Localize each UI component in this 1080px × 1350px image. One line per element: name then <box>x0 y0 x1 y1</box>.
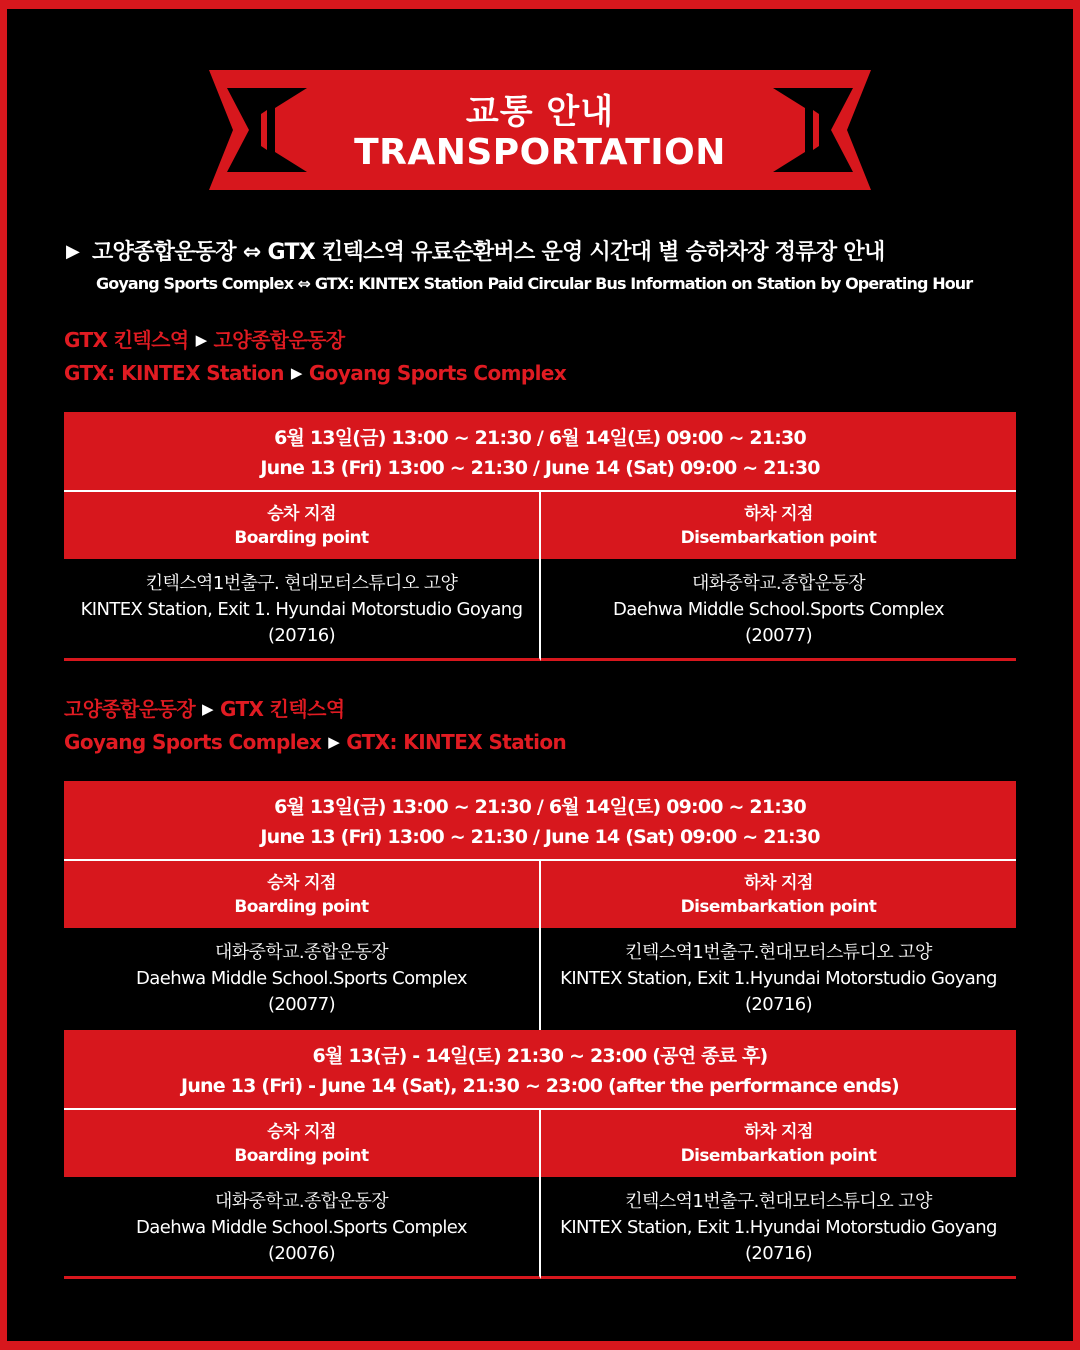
stop-name-en: KINTEX Station, Exit 1.Hyundai Motorstudio Goyang <box>560 1217 997 1238</box>
disembark-label-ko: 하차 지점 <box>744 504 813 524</box>
disembark-header <box>541 861 1016 928</box>
boarding-label-en: Boarding point <box>234 1146 369 1166</box>
time-english: June 13 (Fri) 13:00 ~ 21:30 / June 14 (Sat) 09:00 ~ 21:30 <box>260 826 820 848</box>
disembark-header <box>541 1110 1016 1177</box>
stop-name-en: Daehwa Middle School.Sports Complex <box>613 599 944 620</box>
time-header <box>64 781 1016 861</box>
route-1-korean <box>64 324 345 353</box>
arrow-right-icon: ▶ <box>202 700 213 718</box>
route-to: Goyang Sports Complex <box>308 361 567 385</box>
stop-code: (20716) <box>744 1243 813 1264</box>
boarding-label-ko: 승차 지점 <box>267 873 336 893</box>
route-2-korean <box>64 693 345 722</box>
arrow-right-icon: ▶ <box>290 364 302 382</box>
stop-code: (20716) <box>744 994 813 1015</box>
disembark-cell <box>541 559 1016 661</box>
boarding-header <box>64 1110 541 1177</box>
stop-code: (20077) <box>744 625 813 646</box>
disembark-label-en: Disembarkation point <box>680 1146 877 1166</box>
stop-code: (20716) <box>267 625 336 646</box>
boarding-cell <box>64 559 541 661</box>
stop-name-ko: 킨텍스역1번출구.현대모터스튜디오 고양 <box>625 942 932 963</box>
play-triangle-icon: ▶ <box>66 241 80 262</box>
stop-name-ko: 대화중학교.종합운동장 <box>214 1191 388 1212</box>
schedule-table-3 <box>64 1030 1016 1279</box>
intro-heading-english: Goyang Sports Complex ⇔ GTX: KINTEX Station Paid Circular Bus Information on Station by Operating Hour <box>96 274 973 293</box>
stop-name-en: KINTEX Station, Exit 1. Hyundai Motorstudio Goyang <box>80 599 523 620</box>
stop-code: (20076) <box>267 1243 336 1264</box>
route-from: GTX: KINTEX Station <box>64 361 284 385</box>
title-banner <box>209 70 871 190</box>
boarding-label-ko: 승차 지점 <box>267 504 336 524</box>
disembark-label-ko: 하차 지점 <box>744 1122 813 1142</box>
time-header <box>64 1030 1016 1110</box>
route-to: 고양종합운동장 <box>213 328 345 352</box>
schedule-table-1 <box>64 412 1016 661</box>
time-korean: 6월 13일(금) 13:00 ~ 21:30 / 6월 14일(토) 09:00 ~ 21:30 <box>274 796 806 818</box>
stop-name-en: Daehwa Middle School.Sports Complex <box>136 968 467 989</box>
stop-name-ko: 대화중학교.종합운동장 <box>691 573 865 594</box>
route-2-english <box>64 730 566 754</box>
schedule-table-2 <box>64 781 1016 1030</box>
stop-name-en: Daehwa Middle School.Sports Complex <box>136 1217 467 1238</box>
disembark-cell <box>541 928 1016 1030</box>
disembark-cell <box>541 1177 1016 1279</box>
route-1-english <box>64 361 566 385</box>
disembark-label-ko: 하차 지점 <box>744 873 813 893</box>
banner-title-korean: 교통 안내 <box>465 92 615 132</box>
banner-title-english: TRANSPORTATION <box>354 132 726 173</box>
stop-code: (20077) <box>267 994 336 1015</box>
stop-name-en: KINTEX Station, Exit 1.Hyundai Motorstudio Goyang <box>560 968 997 989</box>
boarding-label-en: Boarding point <box>234 528 369 548</box>
boarding-header <box>64 861 541 928</box>
route-from: Goyang Sports Complex <box>64 730 322 754</box>
disembark-label-en: Disembarkation point <box>680 528 877 548</box>
intro-heading-korean <box>66 235 1006 266</box>
stop-name-ko: 킨텍스역1번출구. 현대모터스튜디오 고양 <box>145 573 458 594</box>
arrow-right-icon: ▶ <box>195 331 207 349</box>
time-header <box>64 412 1016 492</box>
time-english: June 13 (Fri) - June 14 (Sat), 21:30 ~ 23:00 (after the performance ends) <box>181 1075 899 1097</box>
boarding-label-ko: 승차 지점 <box>267 1122 336 1142</box>
boarding-cell <box>64 928 541 1030</box>
time-english: June 13 (Fri) 13:00 ~ 21:30 / June 14 (Sat) 09:00 ~ 21:30 <box>260 457 820 479</box>
time-korean: 6월 13(금) - 14일(토) 21:30 ~ 23:00 (공연 종료 후) <box>312 1045 768 1067</box>
route-from: GTX 킨텍스역 <box>64 328 189 352</box>
boarding-label-en: Boarding point <box>234 897 369 917</box>
route-to: GTX 킨텍스역 <box>219 697 345 721</box>
disembark-header <box>541 492 1016 559</box>
stop-name-ko: 킨텍스역1번출구.현대모터스튜디오 고양 <box>625 1191 932 1212</box>
boarding-header <box>64 492 541 559</box>
intro-heading-korean-text: 고양종합운동장 ⇔ GTX 킨텍스역 유료순환버스 운영 시간대 별 승하차장 정류장 안내 <box>92 240 885 265</box>
route-from: 고양종합운동장 <box>64 697 196 721</box>
disembark-label-en: Disembarkation point <box>680 897 877 917</box>
boarding-cell <box>64 1177 541 1279</box>
arrow-right-icon: ▶ <box>328 733 340 751</box>
stop-name-ko: 대화중학교.종합운동장 <box>214 942 388 963</box>
route-to: GTX: KINTEX Station <box>346 730 567 754</box>
time-korean: 6월 13일(금) 13:00 ~ 21:30 / 6월 14일(토) 09:00 ~ 21:30 <box>274 427 806 449</box>
